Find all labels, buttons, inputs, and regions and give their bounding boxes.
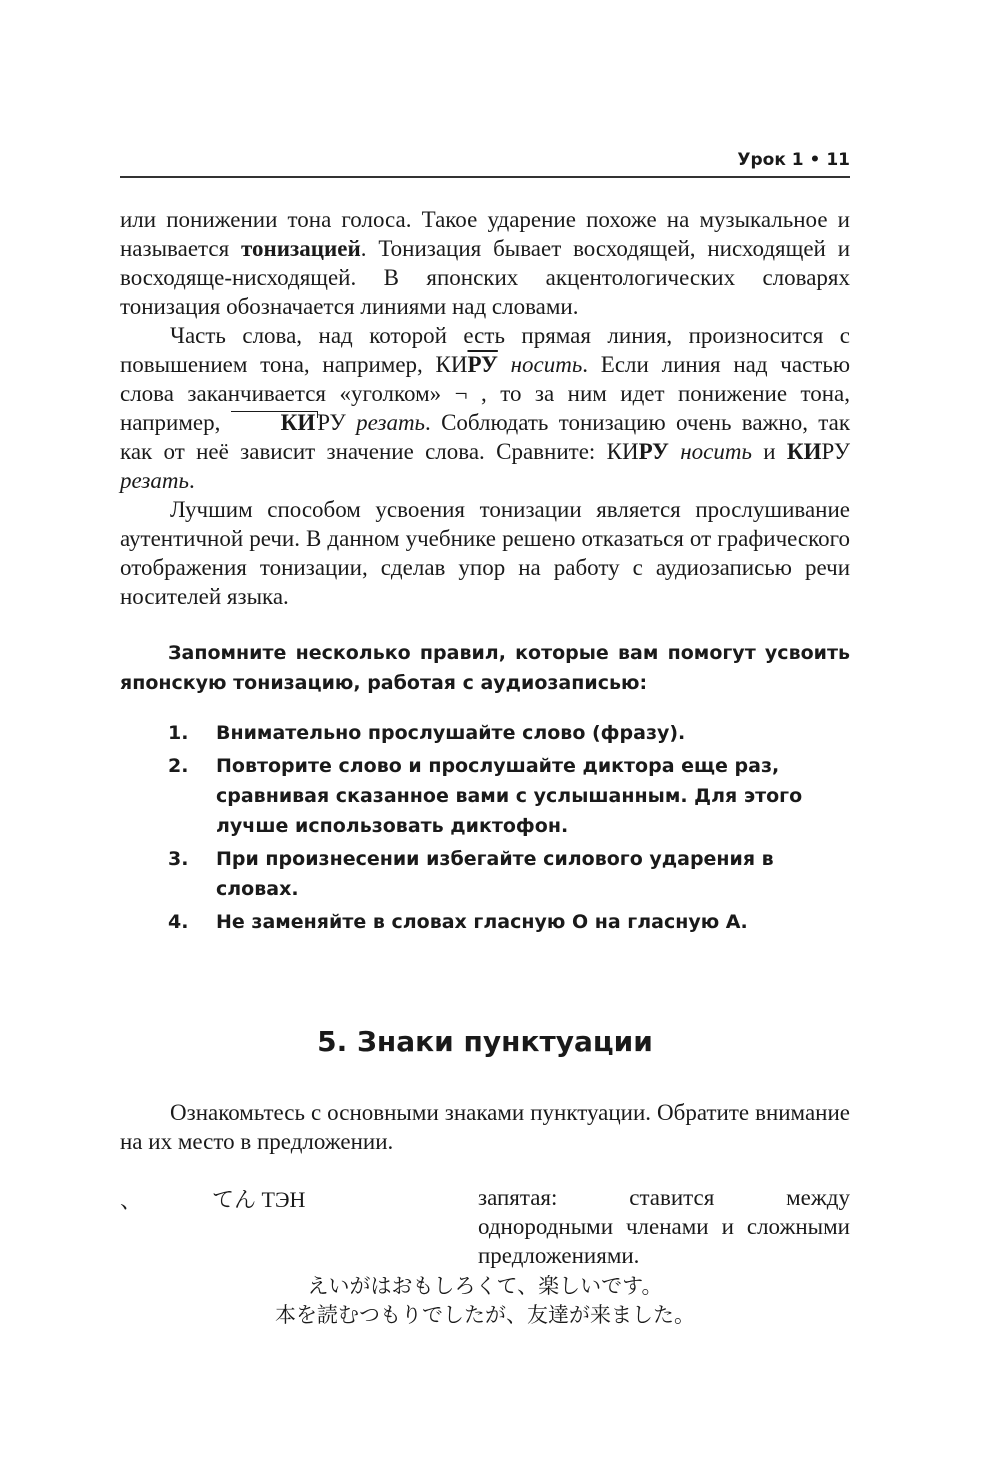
list-item [120,718,850,748]
text-span: и [751,439,787,464]
compare-meaning: носить [680,439,752,464]
rules-intro: Запомните несколько правил, которые вам помогут усвоить японскую тонизацию, работая с аудиозаписью: [120,642,850,694]
compare-plain: КИ [606,439,639,464]
example-meaning: носить [510,352,583,377]
list-number: 1. [168,722,189,744]
compare-plain: РУ [821,439,851,464]
compare-accent: РУ [638,439,669,464]
section-title: 5. Знаки пунктуации [317,1025,653,1058]
list-item [120,844,850,904]
list-item [120,907,850,937]
rules-list [120,718,850,937]
punctuation-mark: 、 [120,1188,143,1213]
page-header [120,150,850,178]
text-span: . Соблюдать тонизацию очень важно, так как от неё зависит значение слова. Сравните: [120,410,850,464]
example-meaning: резать [356,410,426,435]
text-span: . [188,468,195,493]
example-plain: РУ [317,410,346,435]
list-item [120,751,850,841]
example-sentence: 本を読むつもりでしたが、友達が来ました。 [275,1303,695,1327]
paragraph-accent-lines [120,321,850,495]
example-plain: КИ [435,352,468,377]
list-text: Не заменяйте в словах гласную О на гласную А. [216,911,748,933]
compare-meaning: резать [120,468,189,493]
text-span: . Если линия над частью слова заканчивается «уголком» ¬ , то за ним идет понижение тона, например, [120,352,850,435]
paragraph-punctuation-intro: Ознакомьтесь с основными знаками пунктуации. Обратите внимание на их место в предложении. [120,1100,850,1154]
list-text: При произнесении избегайте силового ударения в словах. [216,848,774,900]
compare-accent: КИ [786,439,822,464]
punctuation-description: запятая: ставится между однородными членами и сложными предложениями. [478,1185,850,1268]
list-text: Внимательно прослушайте слово (фразу). [216,722,686,744]
punctuation-name: てん ТЭН [212,1187,306,1212]
text-span: . Тонизация бывает восходящей, нисходящей и восходяще-нисходящей. В японских акцентологических словарях тонизация обозначается линиями над словами. [120,236,850,319]
paragraph-listening: Лучшим способом усвоения тонизации является прослушивание аутентичной речи. В данном учебнике решено отказаться от графического отображения тонизации, сделав упор на работу с аудиозаписью речи носителей языка. [120,497,850,609]
list-number: 4. [168,911,189,933]
paragraph-tonization [120,205,850,321]
page-content [120,205,851,1327]
text-span: Часть слова, над которой есть прямая линия, произносится с повышением тона, например, [120,323,850,377]
list-text: Повторите слово и прослушайте диктора еще раз, сравнивая сказанное вами с услышанным. Для этого лучше использовать диктофон. [216,755,803,837]
list-number: 3. [168,848,189,870]
text-span: или понижении тона голоса. Такое ударение похоже на музыкальное и называется [120,207,850,261]
list-number: 2. [168,755,189,777]
example-sentence: えいがはおもしろくて、楽しいです。 [307,1274,663,1298]
punctuation-examples [120,1272,850,1330]
example-accent-corner: КИ [231,411,318,434]
term-tonization: тонизацией [241,236,361,261]
running-head: Урок 1 • 11 [737,150,850,170]
example-accent-overline: РУ [467,352,498,377]
punctuation-entry [120,1178,850,1278]
